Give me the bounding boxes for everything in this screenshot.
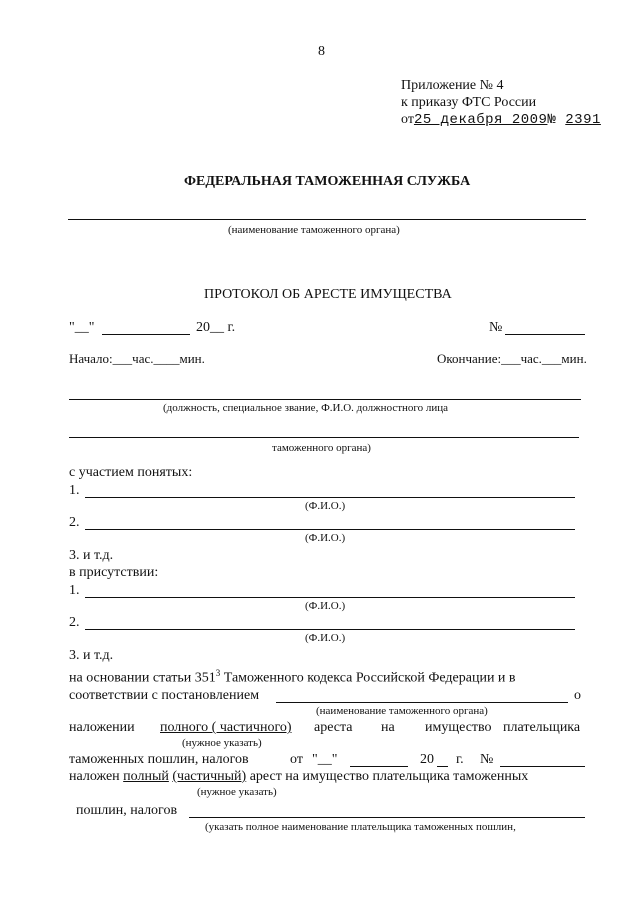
protocol-number-line bbox=[505, 334, 585, 335]
number-value: 2391 bbox=[565, 112, 601, 128]
witness-1-caption: (Ф.И.О.) bbox=[305, 500, 346, 512]
present-heading: в присутствии: bbox=[69, 565, 159, 580]
page-number: 8 bbox=[318, 44, 325, 59]
payer-label: пошлин, налогов bbox=[76, 803, 178, 818]
imposed-line bbox=[69, 769, 528, 785]
witness-2-number: 2. bbox=[69, 515, 80, 530]
arrest-word-1: наложении bbox=[69, 720, 135, 735]
appendix-order: к приказу ФТС России bbox=[401, 95, 537, 110]
arrest-type-option: полного ( частичного) bbox=[160, 720, 292, 735]
duties-from: от bbox=[290, 752, 303, 767]
date-month-line bbox=[102, 334, 190, 335]
imposed-text-a: наложен bbox=[69, 769, 124, 784]
arrest-word-5: плательщика bbox=[503, 720, 581, 735]
customs-body-caption: (наименование таможенного органа) bbox=[228, 224, 400, 236]
present-1-line bbox=[85, 597, 575, 598]
resolution-line bbox=[276, 702, 568, 703]
end-time: Окончание:___час.___мин. bbox=[437, 351, 587, 366]
present-etc: 3. и т.д. bbox=[69, 648, 114, 663]
date-prefix: от bbox=[401, 112, 414, 127]
start-time: Начало:___час.____мин. bbox=[69, 351, 205, 366]
payer-line bbox=[189, 817, 585, 818]
agency-title: ФЕДЕРАЛЬНАЯ ТАМОЖЕННАЯ СЛУЖБА bbox=[184, 174, 471, 189]
number-prefix: № bbox=[547, 112, 566, 128]
customs-body-line bbox=[68, 219, 586, 220]
imposed-full: полный bbox=[123, 769, 169, 784]
date-day: "__" bbox=[69, 320, 95, 335]
witness-1-line bbox=[85, 497, 575, 498]
protocol-number-label: № bbox=[489, 320, 503, 335]
arrest-word-2: ареста bbox=[314, 720, 353, 735]
duties-number-line bbox=[500, 766, 585, 767]
imposed-caption: (нужное указать) bbox=[197, 786, 277, 798]
official-line-1 bbox=[69, 399, 581, 400]
duties-year-line bbox=[437, 766, 448, 767]
protocol-title: ПРОТОКОЛ ОБ АРЕСТЕ ИМУЩЕСТВА bbox=[204, 287, 452, 302]
duties-year: 20 bbox=[420, 752, 434, 767]
date-value: 25 декабря 2009 bbox=[413, 112, 548, 128]
payer-caption: (указать полное наименование плательщика таможенных пошлин, bbox=[205, 821, 516, 833]
basis-text-b: Таможенного кодекса Российской Федерации и в bbox=[220, 670, 516, 686]
arrest-word-3: на bbox=[381, 720, 395, 735]
duties-day: "__" bbox=[312, 752, 338, 767]
duties-label: таможенных пошлин, налогов bbox=[69, 752, 249, 767]
present-2-number: 2. bbox=[69, 615, 80, 630]
witness-2-line bbox=[85, 529, 575, 530]
official-line-2 bbox=[69, 437, 579, 438]
present-2-line bbox=[85, 629, 575, 630]
official-caption-2: таможенного органа) bbox=[272, 442, 371, 454]
witness-1-number: 1. bbox=[69, 483, 80, 498]
basis-text-a: на основании статьи 351 bbox=[69, 670, 216, 686]
present-2-caption: (Ф.И.О.) bbox=[305, 632, 346, 644]
official-caption-1: (должность, специальное звание, Ф.И.О. должностного лица bbox=[163, 402, 449, 414]
imposed-partial: (частичный) bbox=[172, 769, 247, 784]
present-1-caption: (Ф.И.О.) bbox=[305, 600, 346, 612]
duties-number-label: № bbox=[480, 752, 494, 767]
arrest-word-4: имущество bbox=[425, 720, 492, 735]
present-1-number: 1. bbox=[69, 583, 80, 598]
appendix-date bbox=[401, 110, 601, 128]
witnesses-etc: 3. и т.д. bbox=[69, 548, 114, 563]
basis-sup: 3 bbox=[215, 668, 221, 678]
resolution-o: о bbox=[574, 688, 581, 703]
basis-line-1 bbox=[69, 668, 516, 687]
imposed-text-b: арест на имущество плательщика таможенных bbox=[246, 769, 529, 784]
arrest-type-caption: (нужное указать) bbox=[182, 737, 262, 749]
resolution-caption: (наименование таможенного органа) bbox=[316, 705, 488, 717]
witness-2-caption: (Ф.И.О.) bbox=[305, 532, 346, 544]
date-year: 20__ г. bbox=[196, 320, 236, 335]
duties-g: г. bbox=[456, 752, 464, 767]
resolution-label: соответствии с постановлением bbox=[69, 688, 260, 703]
duties-month-line bbox=[350, 766, 408, 767]
appendix-title: Приложение № 4 bbox=[401, 78, 504, 93]
witnesses-heading: с участием понятых: bbox=[69, 465, 193, 480]
